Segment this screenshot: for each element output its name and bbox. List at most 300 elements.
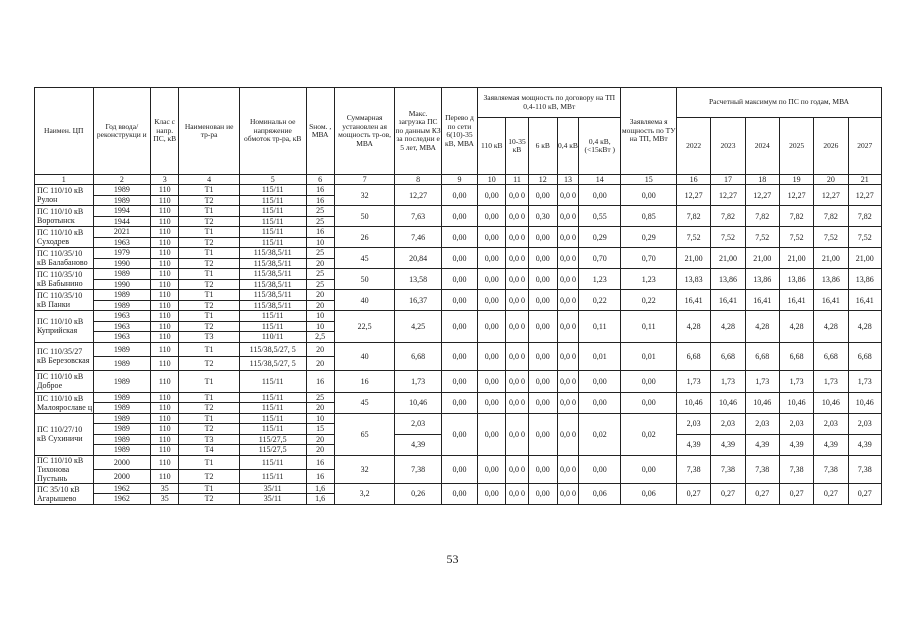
forecast-value: 21,00 — [745, 248, 779, 269]
transformer-cell: 16 — [306, 227, 334, 238]
column-number: 1 — [35, 175, 94, 185]
transformer-cell: 115/38,5/11 — [239, 300, 306, 311]
substation-name: ПС 110/27/10 кВ Сухиничи — [35, 413, 94, 455]
header-row — [35, 88, 882, 118]
transformer-cell: 115/11 — [239, 206, 306, 217]
forecast-value: 7,82 — [676, 206, 710, 227]
total-capacity: 65 — [334, 413, 395, 455]
forecast-value: 6,68 — [745, 342, 779, 370]
declared-110: 0,00 — [478, 290, 506, 311]
transformer-cell: 25 — [306, 216, 334, 227]
transformer-cell: Т2 — [179, 321, 240, 332]
forecast-value: 21,00 — [779, 248, 813, 269]
transformer-cell: 110 — [151, 195, 179, 206]
declared-tu: 0,85 — [621, 206, 677, 227]
column-number: 14 — [579, 175, 621, 185]
forecast-value: 1,73 — [779, 370, 813, 392]
substation-name: ПС 110/10 кВ Суходрев — [35, 227, 94, 248]
total-capacity: 40 — [334, 342, 395, 370]
transformer-cell: Т1 — [179, 370, 240, 392]
transformer-cell: 1994 — [93, 206, 151, 217]
column-number: 12 — [528, 175, 557, 185]
declared-04-small: 0,11 — [579, 311, 621, 343]
column-header: Клас с напр. ПС, кВ — [151, 88, 179, 175]
declared-10-35: 0,0 0 — [506, 483, 528, 504]
declared-tu: 0,22 — [621, 290, 677, 311]
transformer-cell: 1989 — [93, 269, 151, 280]
forecast-value: 13,86 — [814, 269, 848, 290]
transformer-cell: Т2 — [179, 403, 240, 414]
transfer: 0,00 — [441, 248, 477, 269]
forecast-value: 16,41 — [779, 290, 813, 311]
forecast-value: 4,28 — [814, 311, 848, 343]
forecast-value: 12,27 — [779, 185, 813, 206]
transformer-cell: 1989 — [93, 356, 151, 370]
declared-tu: 0,00 — [621, 370, 677, 392]
substation-name: ПС 35/10 кВ Агарышево — [35, 483, 94, 504]
declared-6: 0,00 — [528, 227, 557, 248]
transformer-cell: 1962 — [93, 494, 151, 505]
transformer-cell: 16 — [306, 469, 334, 483]
declared-10-35: 0,0 0 — [506, 370, 528, 392]
transformer-cell: 35 — [151, 483, 179, 494]
substation-name: ПС 110/35/10 кВ Бабынино — [35, 269, 94, 290]
transformer-cell: 115/38,5/11 — [239, 269, 306, 280]
declared-10-35: 0,0 0 — [506, 206, 528, 227]
transformer-cell: 110 — [151, 185, 179, 196]
transformer-cell: 25 — [306, 269, 334, 280]
declared-tu: 0,02 — [621, 413, 677, 455]
declared-04-small: 0,06 — [579, 483, 621, 504]
forecast-value: 7,52 — [814, 227, 848, 248]
substation-name: ПС 110/10 кВ Малоярославе ц — [35, 392, 94, 413]
forecast-value: 7,82 — [745, 206, 779, 227]
substation-name: ПС 110/35/27 кВ Березовская — [35, 342, 94, 370]
declared-10-35: 0,0 0 — [506, 413, 528, 455]
declared-6: 0,00 — [528, 455, 557, 483]
transformer-cell: 1989 — [93, 413, 151, 424]
forecast-value: 13,86 — [711, 269, 745, 290]
forecast-value: 7,82 — [779, 206, 813, 227]
transformer-cell: 10 — [306, 237, 334, 248]
max-load: 12,27 — [395, 185, 441, 206]
total-capacity: 16 — [334, 370, 395, 392]
transformer-cell: 1989 — [93, 342, 151, 356]
total-capacity: 40 — [334, 290, 395, 311]
max-load: 2,03 — [395, 413, 441, 434]
forecast-value: 0,27 — [711, 483, 745, 504]
transfer: 0,00 — [441, 455, 477, 483]
column-header: Заявляема я мощность по ТУ на ТП, МВт — [621, 88, 677, 175]
column-number: 3 — [151, 175, 179, 185]
forecast-value: 7,52 — [745, 227, 779, 248]
transformer-cell: 1989 — [93, 300, 151, 311]
declared-10-35: 0,0 0 — [506, 342, 528, 370]
transformer-cell: Т2 — [179, 494, 240, 505]
forecast-value: 4,28 — [848, 311, 881, 343]
table-row — [35, 185, 882, 196]
forecast-value: 7,82 — [711, 206, 745, 227]
forecast-value: 7,38 — [745, 455, 779, 483]
declared-110: 0,00 — [478, 311, 506, 343]
forecast-value: 12,27 — [745, 185, 779, 206]
total-capacity: 26 — [334, 227, 395, 248]
declared-110: 0,00 — [478, 370, 506, 392]
year-header: 2026 — [814, 118, 848, 175]
total-capacity: 45 — [334, 248, 395, 269]
transformer-cell: 110 — [151, 237, 179, 248]
transformer-cell: Т4 — [179, 445, 240, 456]
forecast-value: 6,68 — [676, 342, 710, 370]
column-number: 4 — [179, 175, 240, 185]
transformer-cell: 2000 — [93, 455, 151, 469]
forecast-value: 21,00 — [848, 248, 881, 269]
table-row — [35, 227, 882, 238]
max-load: 20,84 — [395, 248, 441, 269]
transformer-cell: 20 — [306, 258, 334, 269]
total-capacity: 45 — [334, 392, 395, 413]
declared-tu: 0,00 — [621, 455, 677, 483]
transformer-cell: 115/11 — [239, 413, 306, 424]
forecast-value: 10,46 — [779, 392, 813, 413]
transformer-cell: 1944 — [93, 216, 151, 227]
forecast-value: 21,00 — [676, 248, 710, 269]
transformer-cell: Т1 — [179, 227, 240, 238]
transformer-cell: 1989 — [93, 185, 151, 196]
forecast-value: 4,39 — [848, 434, 881, 455]
declared-10-35: 0,0 0 — [506, 290, 528, 311]
forecast-value: 1,73 — [711, 370, 745, 392]
forecast-value: 7,82 — [848, 206, 881, 227]
column-number: 10 — [478, 175, 506, 185]
declared-tu: 1,23 — [621, 269, 677, 290]
max-load: 6,68 — [395, 342, 441, 370]
column-header: Номинальн ое напряжение обмоток тр-ра, кВ — [239, 88, 306, 175]
transformer-cell: 115/11 — [239, 469, 306, 483]
forecast-value: 21,00 — [814, 248, 848, 269]
declared-04: 0,0 0 — [557, 185, 578, 206]
declared-tu: 0,29 — [621, 227, 677, 248]
forecast-value: 10,46 — [814, 392, 848, 413]
transformer-cell: 110 — [151, 445, 179, 456]
total-capacity: 22,5 — [334, 311, 395, 343]
transfer: 0,00 — [441, 185, 477, 206]
transformer-cell: 110 — [151, 290, 179, 301]
column-number: 7 — [334, 175, 395, 185]
declared-04: 0,0 0 — [557, 269, 578, 290]
declared-110: 0,00 — [478, 413, 506, 455]
transformer-cell: 1963 — [93, 311, 151, 322]
transformer-cell: Т3 — [179, 434, 240, 445]
year-header: 2024 — [745, 118, 779, 175]
declared-04: 0,0 0 — [557, 227, 578, 248]
transformer-cell: 115/38,5/27, 5 — [239, 342, 306, 356]
declared-110: 0,00 — [478, 483, 506, 504]
declared-04-small: 0,00 — [579, 455, 621, 483]
table-row — [35, 392, 882, 403]
transformer-cell: 115/11 — [239, 195, 306, 206]
column-header: 0,4 кВ — [557, 118, 578, 175]
column-header: Наименован ие тр-ра — [179, 88, 240, 175]
transformer-cell: 110 — [151, 300, 179, 311]
transformer-cell: 115/38,5/11 — [239, 248, 306, 259]
transformer-cell: 115/11 — [239, 392, 306, 403]
column-number: 13 — [557, 175, 578, 185]
forecast-value: 10,46 — [745, 392, 779, 413]
transformer-cell: 110 — [151, 434, 179, 445]
forecast-value: 13,86 — [745, 269, 779, 290]
transformer-cell: 115/11 — [239, 237, 306, 248]
table-row — [35, 342, 882, 356]
forecast-value: 7,82 — [814, 206, 848, 227]
transformer-cell: Т2 — [179, 469, 240, 483]
table-row — [35, 413, 882, 424]
transformer-cell: 1990 — [93, 279, 151, 290]
declared-04: 0,0 0 — [557, 413, 578, 455]
forecast-value: 0,27 — [848, 483, 881, 504]
transfer: 0,00 — [441, 227, 477, 248]
transformer-cell: Т1 — [179, 248, 240, 259]
transformer-cell: 110 — [151, 227, 179, 238]
document-sheet — [34, 87, 882, 505]
transfer: 0,00 — [441, 269, 477, 290]
column-header: 10-35 кВ — [506, 118, 528, 175]
declared-04-small: 0,70 — [579, 248, 621, 269]
max-load: 0,26 — [395, 483, 441, 504]
column-header: Перево д по сети 6(10)-35 кВ, МВА — [441, 88, 477, 175]
forecast-value: 16,41 — [848, 290, 881, 311]
transformer-cell: Т3 — [179, 332, 240, 343]
declared-04-small: 0,29 — [579, 227, 621, 248]
declared-04: 0,0 0 — [557, 290, 578, 311]
declared-04: 0,0 0 — [557, 370, 578, 392]
transformer-cell: Т2 — [179, 195, 240, 206]
declared-tu: 0,01 — [621, 342, 677, 370]
transformer-cell: Т1 — [179, 290, 240, 301]
declared-110: 0,00 — [478, 392, 506, 413]
max-load: 1,73 — [395, 370, 441, 392]
transformer-cell: 115/11 — [239, 216, 306, 227]
transformer-cell: 16 — [306, 370, 334, 392]
table-row — [35, 455, 882, 469]
column-number: 8 — [395, 175, 441, 185]
transformer-cell: 35/11 — [239, 483, 306, 494]
max-load: 16,37 — [395, 290, 441, 311]
forecast-value: 7,52 — [779, 227, 813, 248]
forecast-value: 6,68 — [848, 342, 881, 370]
forecast-value: 21,00 — [711, 248, 745, 269]
transformer-cell: 25 — [306, 206, 334, 217]
forecast-value: 12,27 — [848, 185, 881, 206]
declared-04-small: 0,55 — [579, 206, 621, 227]
max-load: 7,46 — [395, 227, 441, 248]
table-body — [35, 88, 882, 505]
column-number: 15 — [621, 175, 677, 185]
transformer-cell: 1963 — [93, 237, 151, 248]
column-header: 110 кВ — [478, 118, 506, 175]
transformer-cell: 110 — [151, 392, 179, 403]
transformer-cell: 1989 — [93, 290, 151, 301]
transformer-cell: 2,5 — [306, 332, 334, 343]
forecast-value: 4,39 — [676, 434, 710, 455]
transfer: 0,00 — [441, 311, 477, 343]
transformer-cell: Т2 — [179, 216, 240, 227]
forecast-value: 16,41 — [745, 290, 779, 311]
transformer-cell: 35/11 — [239, 494, 306, 505]
forecast-value: 7,38 — [814, 455, 848, 483]
declared-6: 0,00 — [528, 392, 557, 413]
declared-04: 0,0 0 — [557, 248, 578, 269]
max-load: 13,58 — [395, 269, 441, 290]
declared-04: 0,0 0 — [557, 392, 578, 413]
transformer-cell: 110 — [151, 311, 179, 322]
transformer-cell: 35 — [151, 494, 179, 505]
transformer-cell: 110/11 — [239, 332, 306, 343]
transformer-cell: 110 — [151, 455, 179, 469]
declared-04-small: 0,01 — [579, 342, 621, 370]
total-capacity: 50 — [334, 269, 395, 290]
forecast-value: 4,28 — [745, 311, 779, 343]
declared-04-small: 1,23 — [579, 269, 621, 290]
forecast-value: 4,28 — [711, 311, 745, 343]
column-header: 0,4 кВ, (<15кВт ) — [579, 118, 621, 175]
declared-10-35: 0,0 0 — [506, 455, 528, 483]
transformer-cell: Т1 — [179, 185, 240, 196]
year-header: 2025 — [779, 118, 813, 175]
transformer-cell: 20 — [306, 434, 334, 445]
transformer-cell: 20 — [306, 300, 334, 311]
substation-name: ПС 110/10 кВ Доброе — [35, 370, 94, 392]
max-load: 10,46 — [395, 392, 441, 413]
column-number: 2 — [93, 175, 151, 185]
forecast-value: 4,39 — [814, 434, 848, 455]
transformer-cell: 20 — [306, 403, 334, 414]
declared-6: 0,00 — [528, 248, 557, 269]
transformer-cell: Т2 — [179, 279, 240, 290]
declared-04: 0,0 0 — [557, 342, 578, 370]
transformer-cell: 115/38,5/11 — [239, 279, 306, 290]
forecast-value: 6,68 — [814, 342, 848, 370]
declared-04: 0,0 0 — [557, 311, 578, 343]
declared-110: 0,00 — [478, 227, 506, 248]
column-number: 19 — [779, 175, 813, 185]
page-number: 53 — [446, 552, 459, 566]
forecast-value: 4,39 — [779, 434, 813, 455]
transformer-cell: Т1 — [179, 483, 240, 494]
forecast-value: 0,27 — [814, 483, 848, 504]
year-header: 2027 — [848, 118, 881, 175]
forecast-value: 7,38 — [848, 455, 881, 483]
transformer-cell: 110 — [151, 321, 179, 332]
declared-04-small: 0,02 — [579, 413, 621, 455]
declared-6: 0,00 — [528, 269, 557, 290]
declared-10-35: 0,0 0 — [506, 311, 528, 343]
declared-10-35: 0,0 0 — [506, 269, 528, 290]
forecast-value: 12,27 — [711, 185, 745, 206]
transformer-cell: 16 — [306, 455, 334, 469]
transformer-cell: 110 — [151, 370, 179, 392]
forecast-value: 4,28 — [676, 311, 710, 343]
substation-name: ПС 110/35/10 кВ Балабаново — [35, 248, 94, 269]
forecast-value: 0,27 — [779, 483, 813, 504]
transformer-cell: 25 — [306, 248, 334, 259]
forecast-value: 10,46 — [676, 392, 710, 413]
declared-110: 0,00 — [478, 269, 506, 290]
declared-110: 0,00 — [478, 206, 506, 227]
declared-tu: 0,06 — [621, 483, 677, 504]
declared-6: 0,00 — [528, 311, 557, 343]
max-load: 4,39 — [395, 434, 441, 455]
transformer-cell: 20 — [306, 356, 334, 370]
transformer-cell: 115/38,5/27, 5 — [239, 356, 306, 370]
forecast-value: 7,52 — [848, 227, 881, 248]
declared-04: 0,0 0 — [557, 206, 578, 227]
forecast-value: 16,41 — [711, 290, 745, 311]
column-number: 5 — [239, 175, 306, 185]
transformer-cell: Т1 — [179, 392, 240, 403]
transfer: 0,00 — [441, 392, 477, 413]
forecast-value: 0,27 — [676, 483, 710, 504]
column-header: Наимен. ЦП — [35, 88, 94, 175]
transformer-cell: 110 — [151, 206, 179, 217]
declared-tu: 0,00 — [621, 185, 677, 206]
transformer-cell: 1962 — [93, 483, 151, 494]
transformer-cell: Т1 — [179, 269, 240, 280]
declared-110: 0,00 — [478, 248, 506, 269]
transformer-cell: 2021 — [93, 227, 151, 238]
substation-name: ПС 110/10 кВ Тихонова Пустынь — [35, 455, 94, 483]
declared-6: 0,30 — [528, 206, 557, 227]
transfer: 0,00 — [441, 342, 477, 370]
transformer-cell: 115/11 — [239, 424, 306, 435]
transformer-cell: 16 — [306, 185, 334, 196]
transformer-cell: 1989 — [93, 392, 151, 403]
forecast-value: 12,27 — [676, 185, 710, 206]
forecast-value: 6,68 — [779, 342, 813, 370]
transformer-cell: 110 — [151, 356, 179, 370]
forecast-value: 7,38 — [676, 455, 710, 483]
transfer: 0,00 — [441, 413, 477, 455]
column-header: Суммарная установлен ая мощность тр-ов, МВА — [334, 88, 395, 175]
table-row — [35, 206, 882, 217]
forecast-value: 2,03 — [779, 413, 813, 434]
declared-6: 0,00 — [528, 370, 557, 392]
forecast-value: 6,68 — [711, 342, 745, 370]
transformer-cell: Т2 — [179, 258, 240, 269]
transformer-cell: Т1 — [179, 413, 240, 424]
declared-04-small: 0,00 — [579, 370, 621, 392]
forecast-value: 7,52 — [676, 227, 710, 248]
transformer-cell: 1979 — [93, 248, 151, 259]
declared-110: 0,00 — [478, 455, 506, 483]
transformer-cell: 20 — [306, 342, 334, 356]
transformer-cell: 115/11 — [239, 455, 306, 469]
declared-110: 0,00 — [478, 185, 506, 206]
forecast-value: 1,73 — [745, 370, 779, 392]
forecast-value: 1,73 — [848, 370, 881, 392]
transformer-cell: Т1 — [179, 342, 240, 356]
substation-name: ПС 110/10 кВ Воротынск — [35, 206, 94, 227]
declared-110: 0,00 — [478, 342, 506, 370]
transformer-cell: 115/11 — [239, 185, 306, 196]
total-capacity: 3,2 — [334, 483, 395, 504]
transformer-cell: 1990 — [93, 258, 151, 269]
forecast-value: 16,41 — [676, 290, 710, 311]
transformer-cell: 115/11 — [239, 370, 306, 392]
capacity-table — [34, 87, 882, 505]
transformer-cell: 115/11 — [239, 227, 306, 238]
column-group-header: Расчетный максимум по ПС по годам, МВА — [676, 88, 881, 118]
